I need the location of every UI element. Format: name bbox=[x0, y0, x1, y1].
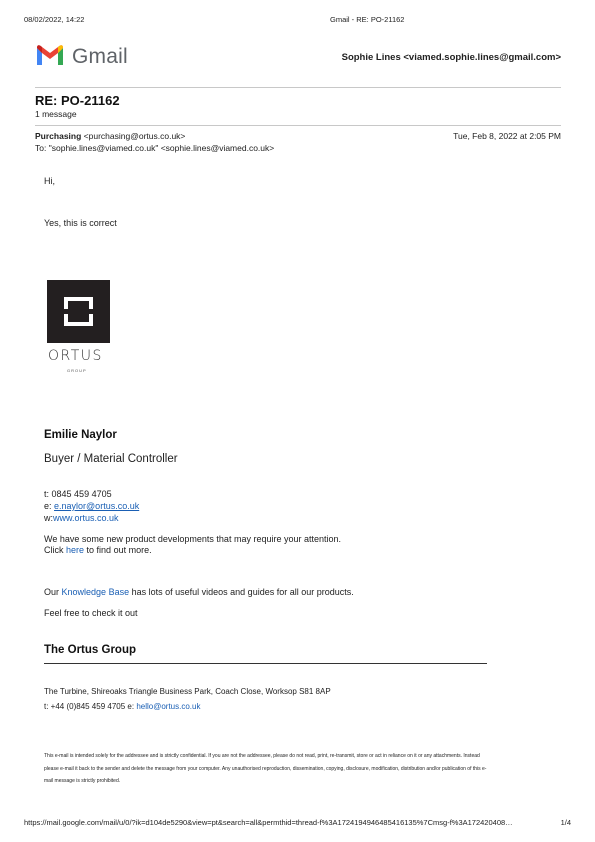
account-identity: Sophie Lines <viamed.sophie.lines@gmail.com> bbox=[341, 52, 561, 63]
kb-suffix: has lots of useful videos and guides for all our products. bbox=[131, 587, 354, 597]
greeting: Hi, bbox=[44, 176, 55, 186]
print-page-number: 1/4 bbox=[560, 818, 571, 827]
group-wordmark: GROUP bbox=[67, 368, 87, 373]
click-prefix: Click bbox=[44, 545, 64, 555]
print-footer-url: https://mail.google.com/mail/u/0/?ik=d104de5290&view=pt&search=all&permthid=thread-f%3A1724194946485416135%7Cmsg-f%3A172420408… bbox=[24, 818, 513, 827]
website-link[interactable]: www.ortus.co.uk bbox=[53, 513, 119, 523]
email-link[interactable]: e.naylor@ortus.co.uk bbox=[54, 501, 140, 511]
company-name: The Ortus Group bbox=[44, 644, 136, 656]
phone-label: t: bbox=[44, 489, 50, 499]
ortus-logo bbox=[47, 280, 110, 343]
company-address: The Turbine, Shireoaks Triangle Business Park, Coach Close, Worksop S81 8AP bbox=[44, 687, 331, 696]
header-divider bbox=[35, 87, 561, 88]
kb-prefix: Our bbox=[44, 587, 60, 597]
to-label: To: bbox=[35, 143, 47, 153]
print-datetime: 08/02/2022, 14:22 bbox=[24, 15, 85, 24]
sender-line bbox=[35, 131, 185, 141]
ortus-wordmark: ORTUS bbox=[48, 348, 103, 364]
click-here-line bbox=[44, 545, 152, 555]
signature-role: Buyer / Material Controller bbox=[44, 453, 178, 465]
message-divider bbox=[35, 125, 561, 126]
message-body: Yes, this is correct bbox=[44, 218, 117, 228]
signature-name: Emilie Naylor bbox=[44, 429, 117, 441]
sent-date: Tue, Feb 8, 2022 at 2:05 PM bbox=[453, 131, 561, 141]
feel-free-line: Feel free to check it out bbox=[44, 608, 138, 618]
ortus-bracket-icon bbox=[64, 297, 93, 326]
company-phone: t: +44 (0)845 459 4705 e: bbox=[44, 702, 135, 711]
thread-subject: RE: PO-21162 bbox=[35, 93, 120, 108]
company-email-link[interactable]: hello@ortus.co.uk bbox=[136, 702, 201, 711]
recipient-line bbox=[35, 143, 274, 153]
print-header bbox=[24, 15, 571, 27]
email-label: e: bbox=[44, 501, 52, 511]
gmail-logo-icon bbox=[35, 43, 65, 67]
signature-web bbox=[44, 513, 119, 523]
company-contact bbox=[44, 702, 200, 711]
signature-phone bbox=[44, 489, 112, 499]
here-link[interactable]: here bbox=[66, 545, 85, 555]
click-suffix: to find out more. bbox=[86, 545, 152, 555]
gmail-wordmark: Gmail bbox=[72, 45, 128, 68]
message-count: 1 message bbox=[35, 109, 77, 119]
recipient-address: "sophie.lines@viamed.co.uk" <sophie.lines@viamed.co.uk> bbox=[48, 143, 275, 153]
phone-number: 0845 459 4705 bbox=[51, 489, 112, 499]
promo-line: We have some new product developments that may require your attention. bbox=[44, 534, 341, 544]
print-title: Gmail - RE: PO-21162 bbox=[330, 15, 405, 24]
sender-email: <purchasing@ortus.co.uk> bbox=[83, 131, 186, 141]
web-label: w: bbox=[44, 513, 53, 523]
knowledge-base-link[interactable]: Knowledge Base bbox=[61, 587, 130, 597]
knowledge-base-line bbox=[44, 587, 354, 597]
signature-email bbox=[44, 501, 139, 511]
sender-name: Purchasing bbox=[35, 131, 82, 141]
legal-disclaimer: This e-mail is intended solely for the addressee and is strictly confidential. If you are not the addressee, please do not read, print, re-transmit, store or act in reliance on it or any attachments. Instead please e-mail it back to the sender and delete the message from your computer. Any unauthorised reproduction, dissemination, copying, disclosure, modification, distribution and/or publication of this e-mail message is strictly prohibited. bbox=[44, 753, 487, 784]
company-divider bbox=[44, 663, 487, 664]
